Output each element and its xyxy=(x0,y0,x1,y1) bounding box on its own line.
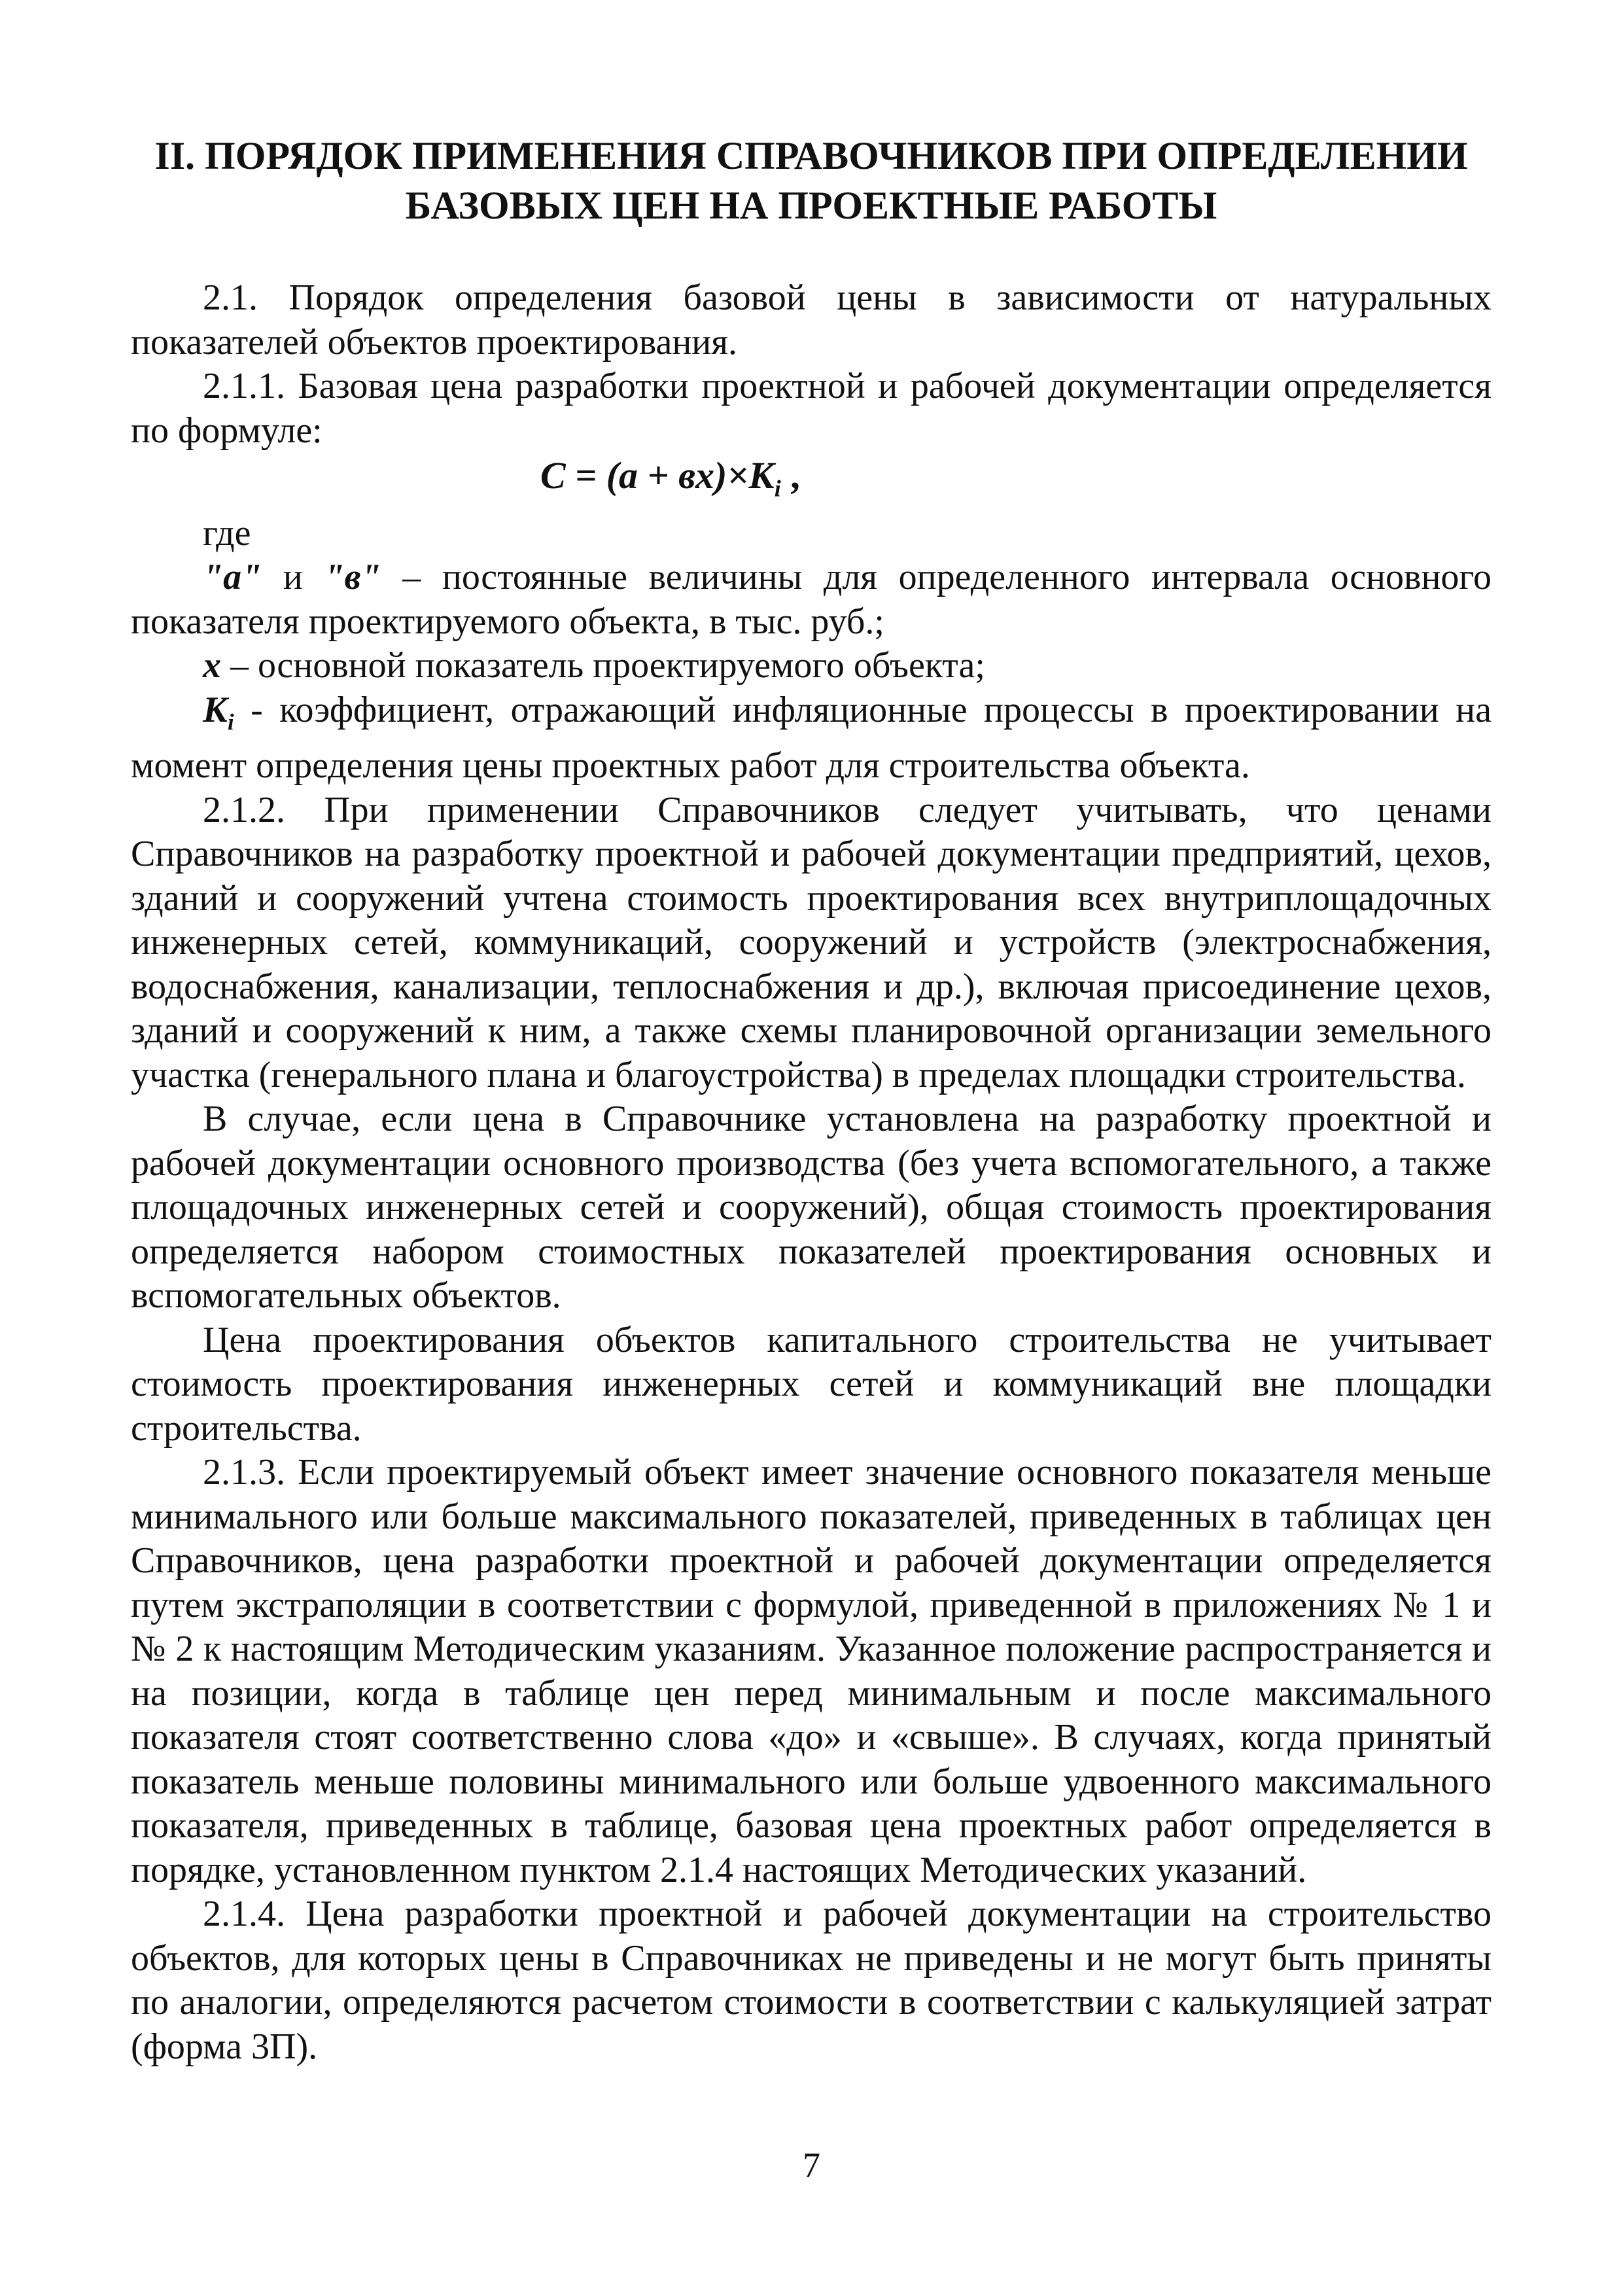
page-number: 7 xyxy=(803,2146,820,2185)
section-title-line-1: II. ПОРЯДОК ПРИМЕНЕНИЯ СПРАВОЧНИКОВ ПРИ ОПРЕДЕЛЕНИИ xyxy=(154,134,1468,177)
definition-a-b xyxy=(131,556,1492,644)
section-title xyxy=(131,131,1492,230)
paragraph-2-1-1: 2.1.1. Базовая цена разработки проектной и рабочей документации определяется по формуле: xyxy=(131,366,1492,451)
symbol-x: х xyxy=(203,645,221,686)
symbol-b: "в" xyxy=(324,557,381,598)
price-formula xyxy=(131,453,1492,512)
symbol-k-subscript: i xyxy=(227,709,234,735)
where-label: где xyxy=(203,512,251,554)
formula-subscript: i xyxy=(774,475,781,502)
symbol-a: "а" xyxy=(203,557,262,598)
formula-comma: , xyxy=(780,454,800,497)
section-title-line-2: БАЗОВЫХ ЦЕН НА ПРОЕКТНЫЕ РАБОТЫ xyxy=(405,184,1217,227)
paragraph-2-1-2: 2.1.2. При применении Справочников следует учитывать, что ценами Справочников на разработку проектной и рабочей документации предприятий, цехов, зданий и сооружений учтена стоимость проектирования всех внутриплощадочных инженерных сетей, коммуникаций, сооружений и устройств (электроснабжения, водоснабжения, канализации, теплоснабжения и др.), включая присоединение цехов, зданий и сооружений к ним, а также схемы планировочной организации земельного участка (генерального плана и благоустройства) в пределах площадки строительства. xyxy=(131,789,1492,1095)
definition-x-text: – основной показатель проектируемого объекта; xyxy=(221,645,985,686)
paragraph-2-1-4: 2.1.4. Цена разработки проектной и рабочей документации на строительство объектов, для которых цены в Справочниках не приведены и не могут быть приняты по аналогии, определяются расчетом стоимости в соответствии с калькуляцией затрат (форма 3П). xyxy=(131,1894,1492,2067)
definition-x xyxy=(131,644,1492,688)
paragraph-2-1: 2.1. Порядок определения базовой цены в зависимости от натуральных показателей объектов проектирования. xyxy=(131,277,1492,362)
paragraph-case: В случае, если цена в Справочнике установлена на разработку проектной и рабочей документации основного производства (без учета вспомогательного, а также площадочных инженерных сетей и сооружений), общая стоимость проектирования определяется набором стоимостных показателей проектирования основных и вспомогательных объектов. xyxy=(131,1099,1492,1316)
paragraph-2-1-3: 2.1.3. Если проектируемый объект имеет значение основного показателя меньше минимального или больше максимального показателей, приведенных в таблицах цен Справочников, цена разработки проектной и рабочей документации определяется путем экстраполяции в соответствии с формулой, приведенной в приложениях № 1 и № 2 к настоящим Методическим указаниям. Указанное положение распространяется и на позиции, когда в таблице цен перед минимальным и после максимального показателя стоят соответственно слова «до» и «свыше». В случаях, когда принятый показатель меньше половины минимального или больше удвоенного максимального показателя, приведенных в таблице, базовая цена проектных работ определяется в порядке, установленном пунктом 2.1.4 настоящих Методических указаний. xyxy=(131,1452,1492,1890)
formula-main: С = (а + вх)×К xyxy=(540,454,775,497)
paragraph-price: Цена проектирования объектов капитального строительства не учитывает стоимость проектирования инженерных сетей и коммуникаций вне площадки строительства. xyxy=(131,1319,1492,1449)
conjunction-and: и xyxy=(262,557,324,598)
symbol-k: К xyxy=(203,689,228,730)
document-page xyxy=(131,131,1492,2069)
definition-k xyxy=(131,688,1492,788)
definition-k-text: - коэффициент, отражающий инфляционные процессы в проектировании на момент определения цены проектных работ для строительства объекта. xyxy=(131,689,1492,786)
definition-a-b-text: – постоянные величины для определенного интервала основного показателя проектируемого объекта, в тыс. руб.; xyxy=(131,557,1492,642)
